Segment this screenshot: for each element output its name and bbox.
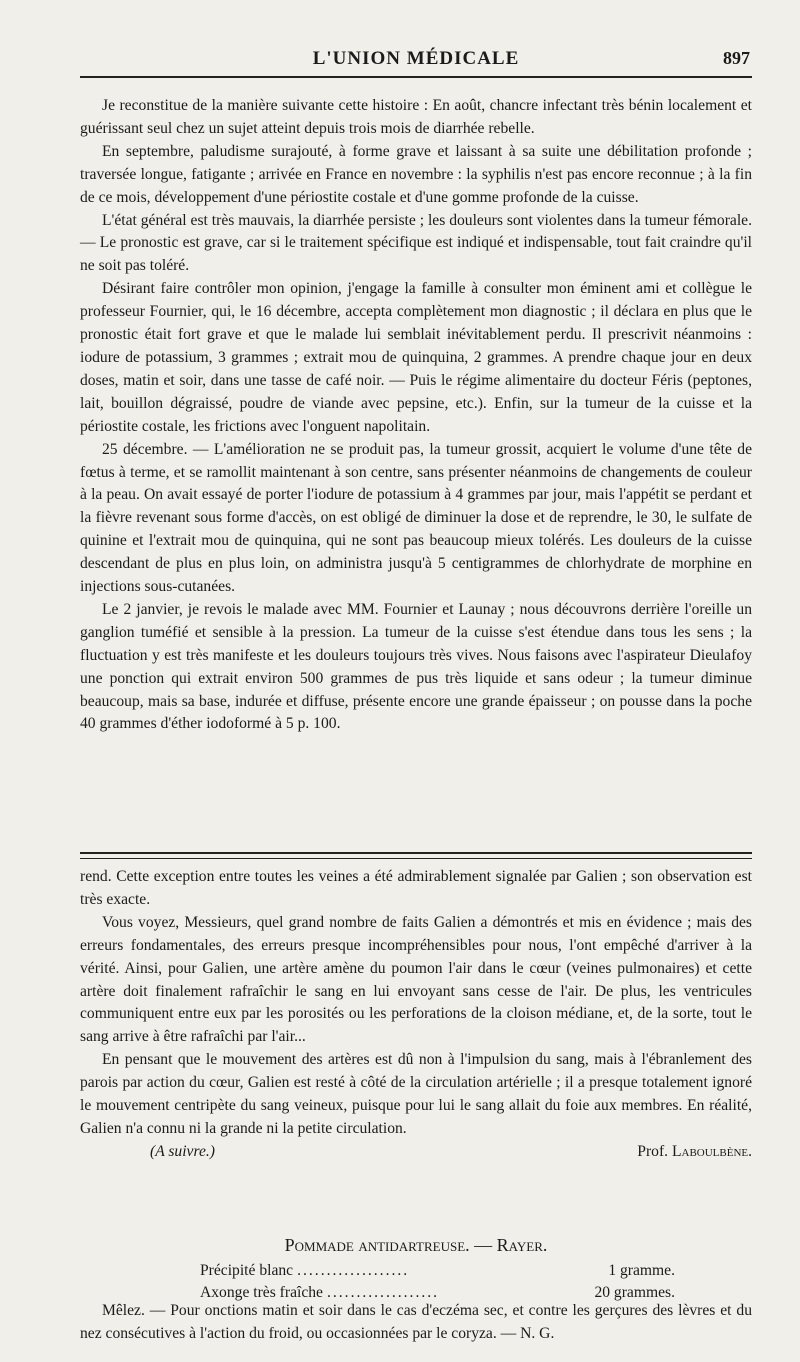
page-number: 897 <box>723 48 750 68</box>
leader-dots: ................... <box>326 1284 440 1301</box>
running-title: L'UNION MÉDICALE <box>312 48 520 69</box>
paragraph: En septembre, paludisme surajouté, à forme grave et laissant à sa suite une débilitation profonde ; traversée longue, fatigante ; arrivée en France en novembre : la syphilis n'est pas encore reconnue ; à la fin de ce mois, développement d'une périostite costale et d'une gomme profonde de la cuisse. <box>80 142 752 206</box>
header-rule <box>80 76 752 78</box>
paragraph: Désirant faire contrôler mon opinion, j'engage la famille à consulter mon éminent ami et collègue le professeur Fournier, qui, le 16 décembre, accepta complètement mon diagnostic ; il déclara en plus que le pronostic était fort grave et que le malade lui semblait inévitablement perdu. Il prescrivit néanmoins : iodure de potassium, 3 grammes ; extrait mou de quinquina, 2 grammes. A prendre chaque jour en deux doses, matin et soir, dans une tasse de café noir. — Puis le régime alimentaire du docteur Féris (peptones, lait, bouillon dégraissé, poudre de viande avec pepsine, etc.). Enfin, sur la tumeur de la cuisse et la périostite costale, les frictions avec l'onguent napolitain. <box>80 280 752 435</box>
section-divider <box>80 852 752 854</box>
paragraph: Je reconstitue de la manière suivante cette histoire : En août, chancre infectant très bénin localement et guérissant seul chez un sujet atteint depuis trois mois de diarrhée rebelle. <box>80 97 752 137</box>
recipe-instructions: Mêlez. — Pour onctions matin et soir dans le cas d'eczéma sec, et contre les gerçures des lèvres et du nez consécutives à l'action du froid, ou occasionnées par le coryza. — N. G. <box>80 1302 752 1342</box>
recipe-title: Pommade antidartreuse. — Rayer. <box>284 1235 548 1255</box>
signature-line <box>80 1141 752 1164</box>
ingredient-name: Précipité blanc <box>200 1262 294 1279</box>
signature-name: Laboulbène. <box>671 1142 752 1160</box>
lecture-continuation-section <box>80 866 752 1164</box>
leader-dots: ................... <box>297 1262 410 1279</box>
paragraph: L'état général est très mauvais, la diarrhée persiste ; les douleurs sont violentes dans la tumeur fémorale. — Le pronostic est grave, car si le traitement spécifique est indiqué et indispensable, tout fait craindre qu'il ne soit pas toléré. <box>80 211 752 275</box>
paragraph: 25 décembre. — L'amélioration ne se produit pas, la tumeur grossit, acquiert le volume d'une tête de fœtus à terme, et se ramollit maintenant à son centre, sans présenter néanmoins de changements de couleur à la peau. On avait essayé de porter l'iodure de potassium à 4 grammes par jour, mais l'appétit se perdant et la fièvre revenant sous forme d'accès, on est obligé de diminuer la dose et de reprendre, le 30, le sulfate de quinine et l'extrait mou de quinquina, qui ne sont pas beaucoup mieux tolérés. Les douleurs de la cuisse descendant de plus en plus loin, on administra jusqu'à 5 centigrammes de chlorhydrate de morphine en injections sous-cutanées. <box>80 440 752 596</box>
paragraph: Vous voyez, Messieurs, quel grand nombre de faits Galien a démontrés et mis en évidence ; mais des erreurs fondamentales, des erreurs presque incompréhensibles pour nous, l'ont empêché d'arriver à la vérité. Ainsi, pour Galien, une artère amène du poumon l'air dans le cœur (veines pulmonaires) et cette artère doit finalement rafraîchir le sang en lui envoyant sans cesse de l'air. De plus, les ventricules communiquent entre eux par les porosités ou les perforations de la cloison médiane, et, de la sorte, tout le sang arrive à être rafraîchi par l'air... <box>80 913 752 1046</box>
case-report-section <box>80 95 752 736</box>
author-signature <box>637 1141 752 1164</box>
page-header <box>80 40 752 70</box>
paragraph: rend. Cette exception entre toutes les veines a été admirablement signalée par Galien ; son observation est très exacte. <box>80 868 752 908</box>
paragraph: Le 2 janvier, je revois le malade avec MM. Fournier et Launay ; nous découvrons derrière l'oreille un ganglion tuméfié et sensible à la pression. La tumeur de la cuisse s'est étendue dans tous les sens ; la fluctuation y est très manifeste et les douleurs toujours très vives. Nous faisons avec l'aspirateur Dieulafoy une ponction qui extrait environ 500 grammes de pus très liquide et sans odeur ; la tumeur diminue beaucoup, mais sa base, indurée et diffuse, présente encore une grande épaisseur ; on pousse dans la poche 40 grammes d'éther iodoformé à 5 p. 100. <box>80 600 752 733</box>
ingredient-quantity: 1 gramme. <box>608 1262 675 1279</box>
ingredient-quantity: 20 grammes. <box>594 1284 675 1301</box>
signature-prefix: Prof. <box>637 1142 669 1160</box>
section-divider-thin <box>80 858 752 859</box>
ingredient-name: Axonge très fraîche <box>200 1284 323 1301</box>
paragraph: En pensant que le mouvement des artères est dû non à l'impulsion du sang, mais à l'ébranlement des parois par action du cœur, Galien est resté à côté de la circulation artérielle ; il a presque totalement ignoré le mouvement centripète du sang veineux, puisque pour lui le sang allait du foie aux membres. En réalité, Galien n'a connu ni la grande ni la petite circulation. <box>80 1051 752 1137</box>
ingredient-row <box>200 1262 675 1284</box>
to-be-continued: (A suivre.) <box>150 1142 215 1160</box>
